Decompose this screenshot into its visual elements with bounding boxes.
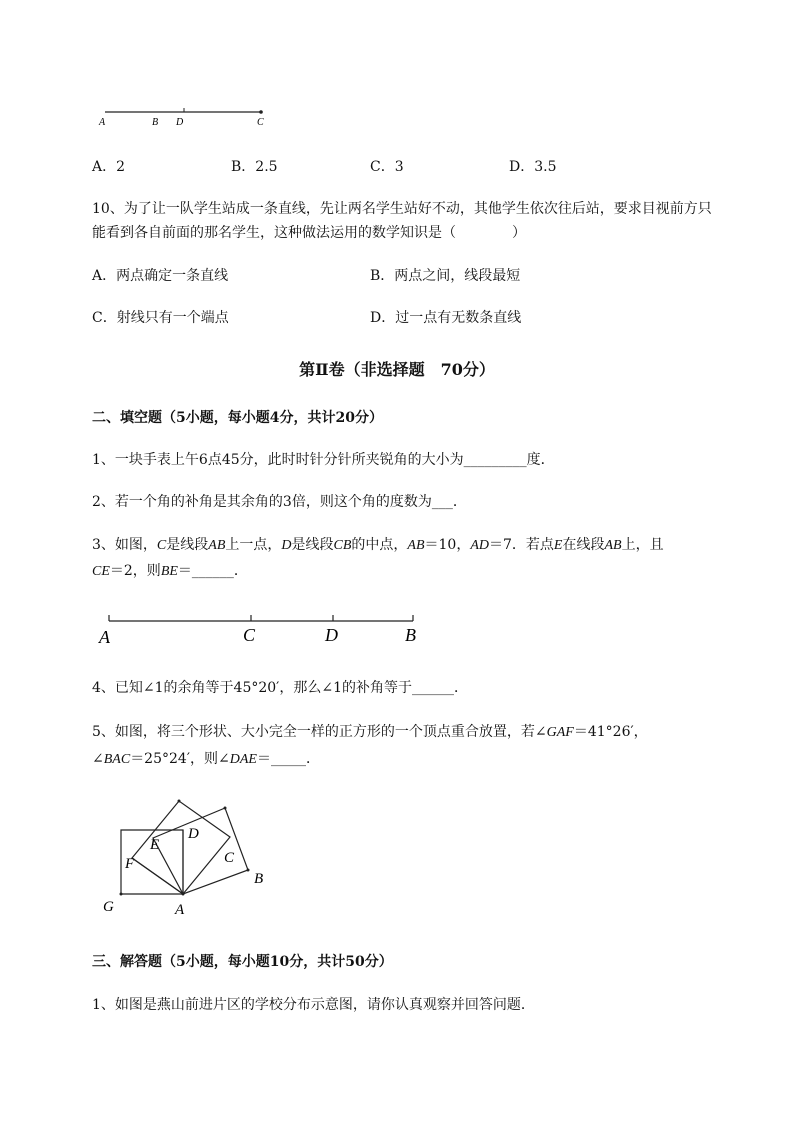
label-g: G [103, 899, 114, 915]
q9-option-b: B．2.5 [231, 159, 278, 175]
fill-q1: 1、一块手表上午6点45分，此时时针分针所夹锐角的大小为_________度． [92, 452, 555, 468]
fill-q5-line1: 5、如图，将三个形状、大小完全一样的正方形的一个顶点重合放置，若∠GAF＝41°26′， [92, 724, 648, 740]
fill-q5-line2: ∠BAC＝25°24′，则∠DAE＝_____． [92, 751, 320, 767]
segment-af [132, 858, 183, 894]
label-f: F [125, 856, 135, 872]
point-c-dot [259, 110, 263, 114]
label-a: A [175, 902, 185, 918]
fill-q3-line1: 3、如图，C是线段AB上一点，D是线段CB的中点，AB＝10，AD＝7．若点E在线段AB上，且 [92, 537, 664, 553]
vertex-g [120, 893, 123, 896]
label-d: D [325, 625, 338, 645]
label-c: C [224, 850, 235, 866]
q10-option-a: A．两点确定一条直线 [92, 268, 229, 284]
part2-title: 第Ⅱ卷（非选择题 70分） [299, 360, 495, 379]
label-b: B [254, 871, 264, 887]
vertex-top [178, 800, 181, 803]
label-b: B [405, 625, 416, 645]
three-squares-figure [95, 795, 275, 920]
label-e: E [150, 837, 160, 853]
segment-figure-mid [95, 610, 425, 650]
square-aed [132, 801, 230, 894]
label-b: B [152, 117, 159, 128]
label-d: D [176, 117, 184, 128]
fill-section-header: 二、填空题（5小题，每小题4分，共计20分） [92, 410, 383, 426]
q10-option-c: C．射线只有一个端点 [92, 310, 229, 326]
q10-option-b: B．两点之间，线段最短 [370, 268, 521, 284]
fill-q2: 2、若一个角的补角是其余角的3倍，则这个角的度数为___． [92, 494, 467, 510]
segment-figure-top [95, 104, 280, 130]
fill-q4: 4、已知∠1的余角等于45°20′，那么∠1的补角等于______． [92, 680, 468, 696]
solve-section-header: 三、解答题（5小题，每小题10分，共计50分） [92, 954, 393, 970]
q9-option-d: D．3.5 [509, 159, 557, 175]
q10-line1: 10、为了让一队学生站成一条直线，先让两名学生站好不动，其他学生依次往后站，要求目视前方只 [92, 201, 712, 217]
solve-q1: 1、如图是燕山前进片区的学校分布示意图，请你认真观察并回答问题． [92, 997, 535, 1013]
q9-option-a: A．2 [92, 159, 126, 175]
label-a: A [99, 117, 106, 128]
vertex-a [182, 893, 185, 896]
label-c: C [243, 625, 256, 645]
label-c: C [257, 117, 264, 128]
q9-option-c: C．3 [370, 159, 404, 175]
label-a: A [99, 627, 110, 647]
q10-line2: 能看到各自前面的那名学生，这种做法运用的数学知识是（ ） [92, 225, 526, 241]
vertex-c-top [224, 807, 227, 810]
label-d: D [188, 826, 199, 842]
q10-option-d: D．过一点有无数条直线 [370, 310, 522, 326]
fill-q3-line2: CE＝2，则BE＝______． [92, 563, 248, 579]
vertex-b [247, 869, 250, 872]
